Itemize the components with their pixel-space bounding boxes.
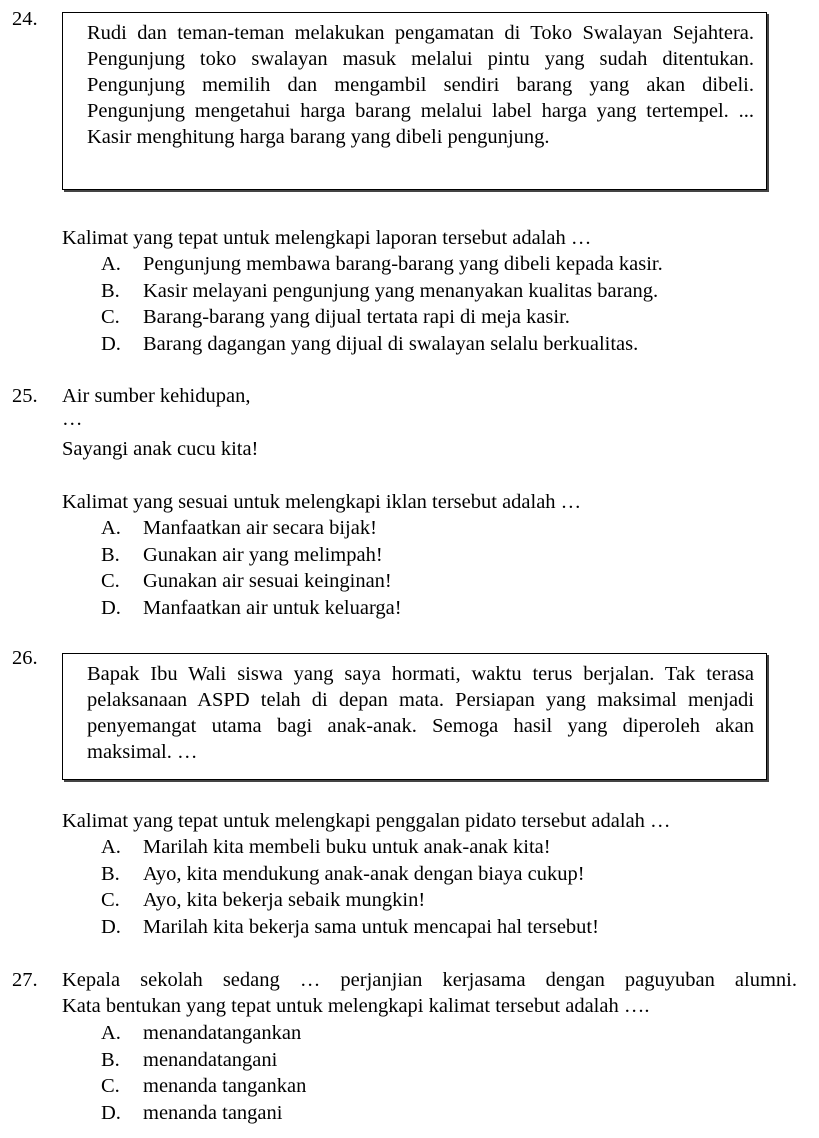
option-26-c[interactable]: C. Ayo, kita bekerja sebaik mungkin! [101,889,426,911]
question-25-options [101,515,402,621]
option-25-c[interactable]: C. Gunakan air sesuai keinginan! [101,570,392,592]
option-26-a[interactable]: A. Marilah kita membeli buku untuk anak-anak kita! [101,836,551,858]
option-24-d[interactable]: D. Barang dagangan yang dijual di swalayan selalu berkualitas. [101,332,639,355]
report-passage-text: Rudi dan teman-teman melakukan pengamatan di Toko Swalayan Sejahtera. Pengunjung toko swalayan masuk melalui pintu yang sudah ditentukan. Pengunjung memilih dan mengambil sendiri barang yang akan dibeli. Pengunjung mengetahui harga barang melalui label harga yang tertempel. ... Kasir menghitung harga barang yang dibeli pengunjung. [87,22,754,148]
option-24-c[interactable]: C. Barang-barang yang dijual tertata rapi di meja kasir. [101,306,570,328]
question-27-stem-line-1: Kepala sekolah sedang … perjanjian kerjasama dengan paguyuban alumni. [62,969,797,991]
question-26-stem: Kalimat yang tepat untuk melengkapi penggalan pidato tersebut adalah … [62,810,671,832]
option-27-d[interactable]: D. menanda tangani [101,1101,283,1124]
option-27-c[interactable]: C. menanda tangankan [101,1075,307,1097]
option-25-d[interactable]: D. Manfaatkan air untuk keluarga! [101,596,402,619]
option-27-a[interactable]: A. menandatangankan [101,1022,302,1044]
question-24-options [101,251,663,357]
ad-line-ellipsis: … [62,408,83,430]
question-number-26: 26. [12,647,38,669]
speech-passage-text: Bapak Ibu Wali siswa yang saya hormati, waktu terus berjalan. Tak terasa pelaksanaan ASPD telah di depan mata. Persiapan yang maksimal menjadi penyemangat utama bagi anak-anak. Semoga hasil yang diperoleh akan maksimal. … [87,663,754,763]
option-26-d[interactable]: D. Marilah kita bekerja sama untuk mencapai hal tersebut! [101,915,599,938]
question-number-27: 27. [12,969,38,991]
option-25-a[interactable]: A. Manfaatkan air secara bijak! [101,517,377,539]
question-number-24: 24. [12,8,38,30]
question-number-25: 25. [12,385,38,407]
option-24-a[interactable]: A. Pengunjung membawa barang-barang yang dibeli kepada kasir. [101,253,663,275]
option-24-b[interactable]: B. Kasir melayani pengunjung yang menanyakan kualitas barang. [101,279,659,302]
report-passage-box [62,12,767,190]
ad-line-1: Air sumber kehidupan, [62,385,251,407]
question-27-options [101,1020,306,1126]
option-26-b[interactable]: B. Ayo, kita mendukung anak-anak dengan biaya cukup! [101,862,585,885]
question-25-stem: Kalimat yang sesuai untuk melengkapi iklan tersebut adalah … [62,491,582,513]
question-26-options [101,834,599,940]
question-27-stem-line-2: Kata bentukan yang tepat untuk melengkapi kalimat tersebut adalah …. [62,995,650,1017]
option-27-b[interactable]: B. menandatangani [101,1048,278,1071]
speech-passage-box [62,653,767,780]
option-25-b[interactable]: B. Gunakan air yang melimpah! [101,543,383,566]
question-24-stem: Kalimat yang tepat untuk melengkapi laporan tersebut adalah … [62,227,592,249]
ad-line-2: Sayangi anak cucu kita! [62,438,259,460]
